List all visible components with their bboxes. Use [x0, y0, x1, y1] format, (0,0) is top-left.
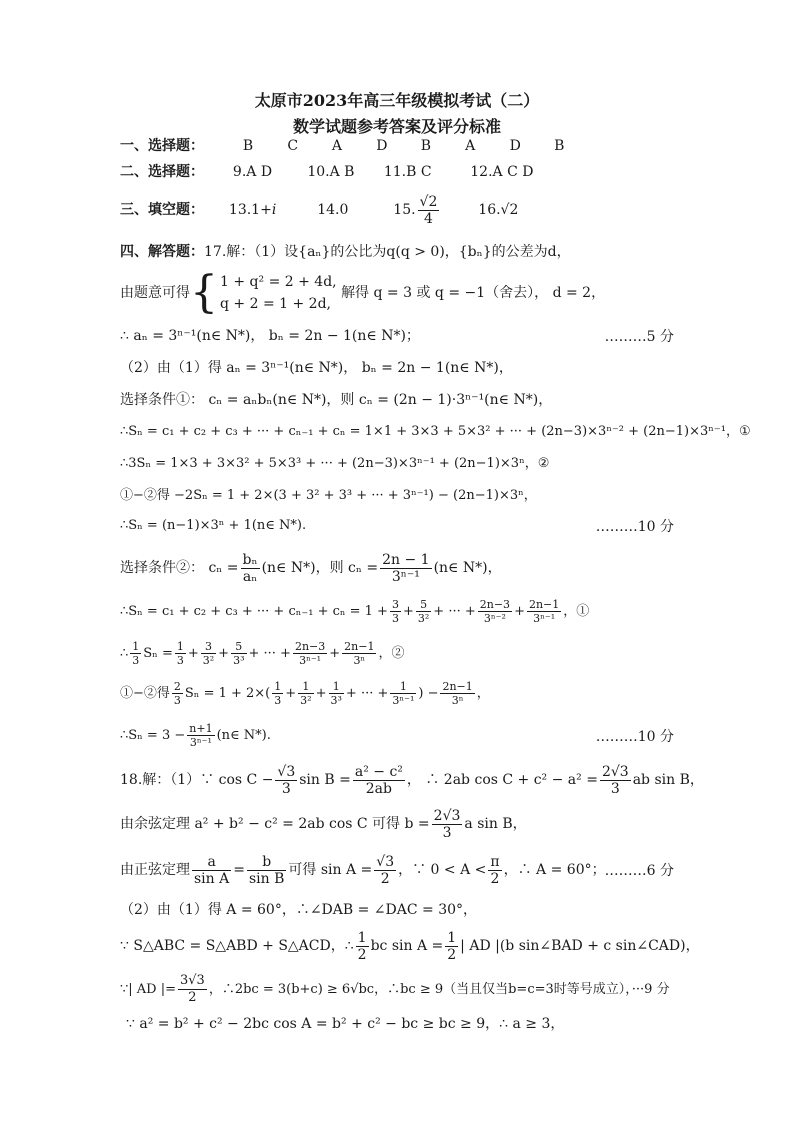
answer-9: 9.A D	[232, 164, 273, 180]
problem-17-line-13: ①−②得 $\frac{2}{3}$ Sₙ = 1 + 2×( $\frac{1}{3}$ + $\frac{1}{\text{3²}}$ + $\frac{1}{\text{3³}}$ + ··· + $\frac{1}{\text{3ⁿ⁻¹}}$ ) − $\frac{2n-1}{\text{3ⁿ}}$ ，	[120, 680, 490, 707]
problem-17-line-3: ∴ aₙ = 3ⁿ⁻¹(n∈ N*)， bₙ = 2n − 1(n∈ N*)；	[120, 328, 420, 344]
answer-14: 14.0	[317, 202, 349, 218]
score-marker: ………10 分	[595, 519, 674, 535]
section-label: 四、解答题：	[120, 244, 204, 260]
problem-18-line-2: 由余弦定理 a² + b² − c² = 2ab cos C 可得 b = $\frac{2√3}{3}$ a sin B，	[120, 807, 527, 841]
equation-system: 1 + q² = 2 + 4d, q + 2 = 1 + 2d,	[220, 274, 337, 312]
problem-17-line-7: ∴3Sₙ = 1×3 + 3×3² + 5×3³ + ··· + (2n−3)×3ⁿ⁻¹ + (2n−1)×3ⁿ，②	[120, 456, 550, 471]
answer-2: C	[287, 138, 299, 154]
answer-8: B	[554, 138, 565, 154]
answer-16: 16.	[478, 202, 501, 218]
answer-16-value: √2	[500, 202, 519, 218]
problem-17-line-6: ∴Sₙ = c₁ + c₂ + c₃ + ··· + cₙ₋₁ + cₙ = 1×1 + 3×3 + 5×3² + ··· + (2n−3)×3ⁿ⁻² + (2n−1)×3ⁿ⁻¹，①	[120, 424, 751, 439]
problem-17-line-14: ∴Sₙ = 3 − $\frac{n+1}{\text{3ⁿ⁻¹}}$ (n∈ N*).	[120, 722, 271, 749]
problem-18-line-5: ∵ S△ABC = S△ABD + S△ACD，∴ $\frac{1}{2}$ bc sin A = $\frac{1}{2}$ | AD |(b sin∠BAD + c sin∠CAD)，	[120, 929, 700, 963]
answer-12: 12.A C D	[470, 164, 534, 180]
problem-17-line-10: 选择条件②： cₙ = $\frac{\text{bₙ}}{\text{aₙ}}$ (n∈ N*)，则 cₙ = $\frac{2n - 1}{\text{3ⁿ⁻¹}}$ (n∈ N*)，	[120, 551, 502, 585]
score-marker: ………10 分	[595, 729, 674, 745]
problem-18-line-4: （2）由（1）得 A = 60°，∴∠DAB = ∠DAC = 30°，	[120, 902, 478, 918]
problem-17-line-4: （2）由（1）得 aₙ = 3ⁿ⁻¹(n∈ N*)， bₙ = 2n − 1(n∈ N*)，	[120, 360, 513, 376]
section-label: 二、选择题：	[120, 164, 204, 180]
answer-7: D	[509, 138, 521, 154]
problem-18-line-6: ∵| AD |= $\frac{3√3}{2}$ ，∴2bc = 3(b+c) ≥ 6√bc，∴bc ≥ 9（当且仅当b=c=3时等号成立），···9 分	[120, 973, 670, 1005]
problem-17-line-8: ①−②得 −2Sₙ = 1 + 2×(3 + 3² + 3³ + ··· + 3ⁿ⁻¹) − (2n−1)×3ⁿ，	[120, 488, 537, 503]
score-marker: ………5 分	[604, 329, 674, 345]
answer-3: A	[331, 138, 342, 154]
answer-13-imag: i	[271, 202, 277, 218]
answer-10: 10.A B	[307, 164, 355, 180]
answer-15: 15.	[393, 202, 416, 218]
problem-17-line-11: ∴Sₙ = c₁ + c₂ + c₃ + ··· + cₙ₋₁ + cₙ = 1 + $\frac{3}{3}$ + $\frac{5}{\text{3²}}$ + ··· + $\frac{2n-3}{\text{3ⁿ⁻²}}$ + $\frac{2n-1}{\text{3ⁿ⁻¹}}$ ，①	[120, 598, 590, 625]
page-subtitle: 数学试题参考答案及评分标准	[292, 117, 501, 136]
answer-5: B	[420, 138, 432, 154]
score-marker: ………6 分	[604, 863, 674, 879]
problem-17-line-9: ∴Sₙ = (n−1)×3ⁿ + 1(n∈ N*).	[120, 518, 307, 533]
answer-13: 13.1+	[228, 202, 272, 218]
problem-18-line-1: 18.解：（1）∵ cos C − $\frac{√3}{3}$ sin B = $\frac{\text{a² − c²}}{2ab}$ ， ∴ 2ab cos C + c² − a² = $\frac{2√3}{3}$ ab sin B，	[120, 763, 704, 797]
answer-11: 11.B C	[383, 164, 432, 180]
answer-6: A	[465, 138, 476, 154]
page-title: 太原市2023年高三年级模拟考试（二）	[254, 91, 540, 110]
section-multiple-choice	[120, 136, 594, 156]
answer-1: B	[242, 138, 254, 154]
problem-18-line-3: 由正弦定理 $\frac{a}{\text{sin A}}$ = $\frac{b}{\text{sin B}}$ 可得 sin A = $\frac{√3}{2}$ ，∵ 0 < A < $\frac{\pi}{2}$ ，∴ A = 60°；	[120, 853, 606, 887]
section-label: 一、选择题：	[120, 138, 204, 154]
problem-17-line-5: 选择条件①： cₙ = aₙbₙ(n∈ N*)，则 cₙ = (2n − 1)·3ⁿ⁻¹(n∈ N*)，	[120, 392, 553, 408]
problem-18-line-7: ∵ a² = b² + c² − 2bc cos A = b² + c² − bc ≥ bc ≥ 9，∴ a ≥ 3，	[126, 1016, 565, 1032]
section-label: 三、填空题：	[120, 202, 204, 218]
brace-symbol: {	[190, 267, 218, 318]
problem-17-line-1: 四、解答题：17.解：（1）设{aₙ}的公比为q(q > 0)，{bₙ}的公差为d，	[120, 244, 571, 260]
section-multi-select	[120, 162, 550, 182]
problem-17-line-12: ∴ $\frac{1}{3}$ Sₙ = $\frac{1}{3}$ + $\frac{3}{\text{3²}}$ + $\frac{5}{\text{3³}}$ + ··· + $\frac{2n-3}{\text{3ⁿ⁻¹}}$ + $\frac{2n-1}{\text{3ⁿ}}$ ，②	[120, 640, 405, 667]
section-fill-blank	[120, 192, 518, 228]
answer-4: D	[376, 138, 388, 154]
problem-17-system: 由题意可得{ 1 + q² = 2 + 4d, q + 2 = 1 + 2d, 解得 q = 3 或 q = −1（舍去）， d = 2，	[120, 267, 606, 318]
answer-15-fraction: $\frac{√2}{4}$	[419, 193, 438, 227]
